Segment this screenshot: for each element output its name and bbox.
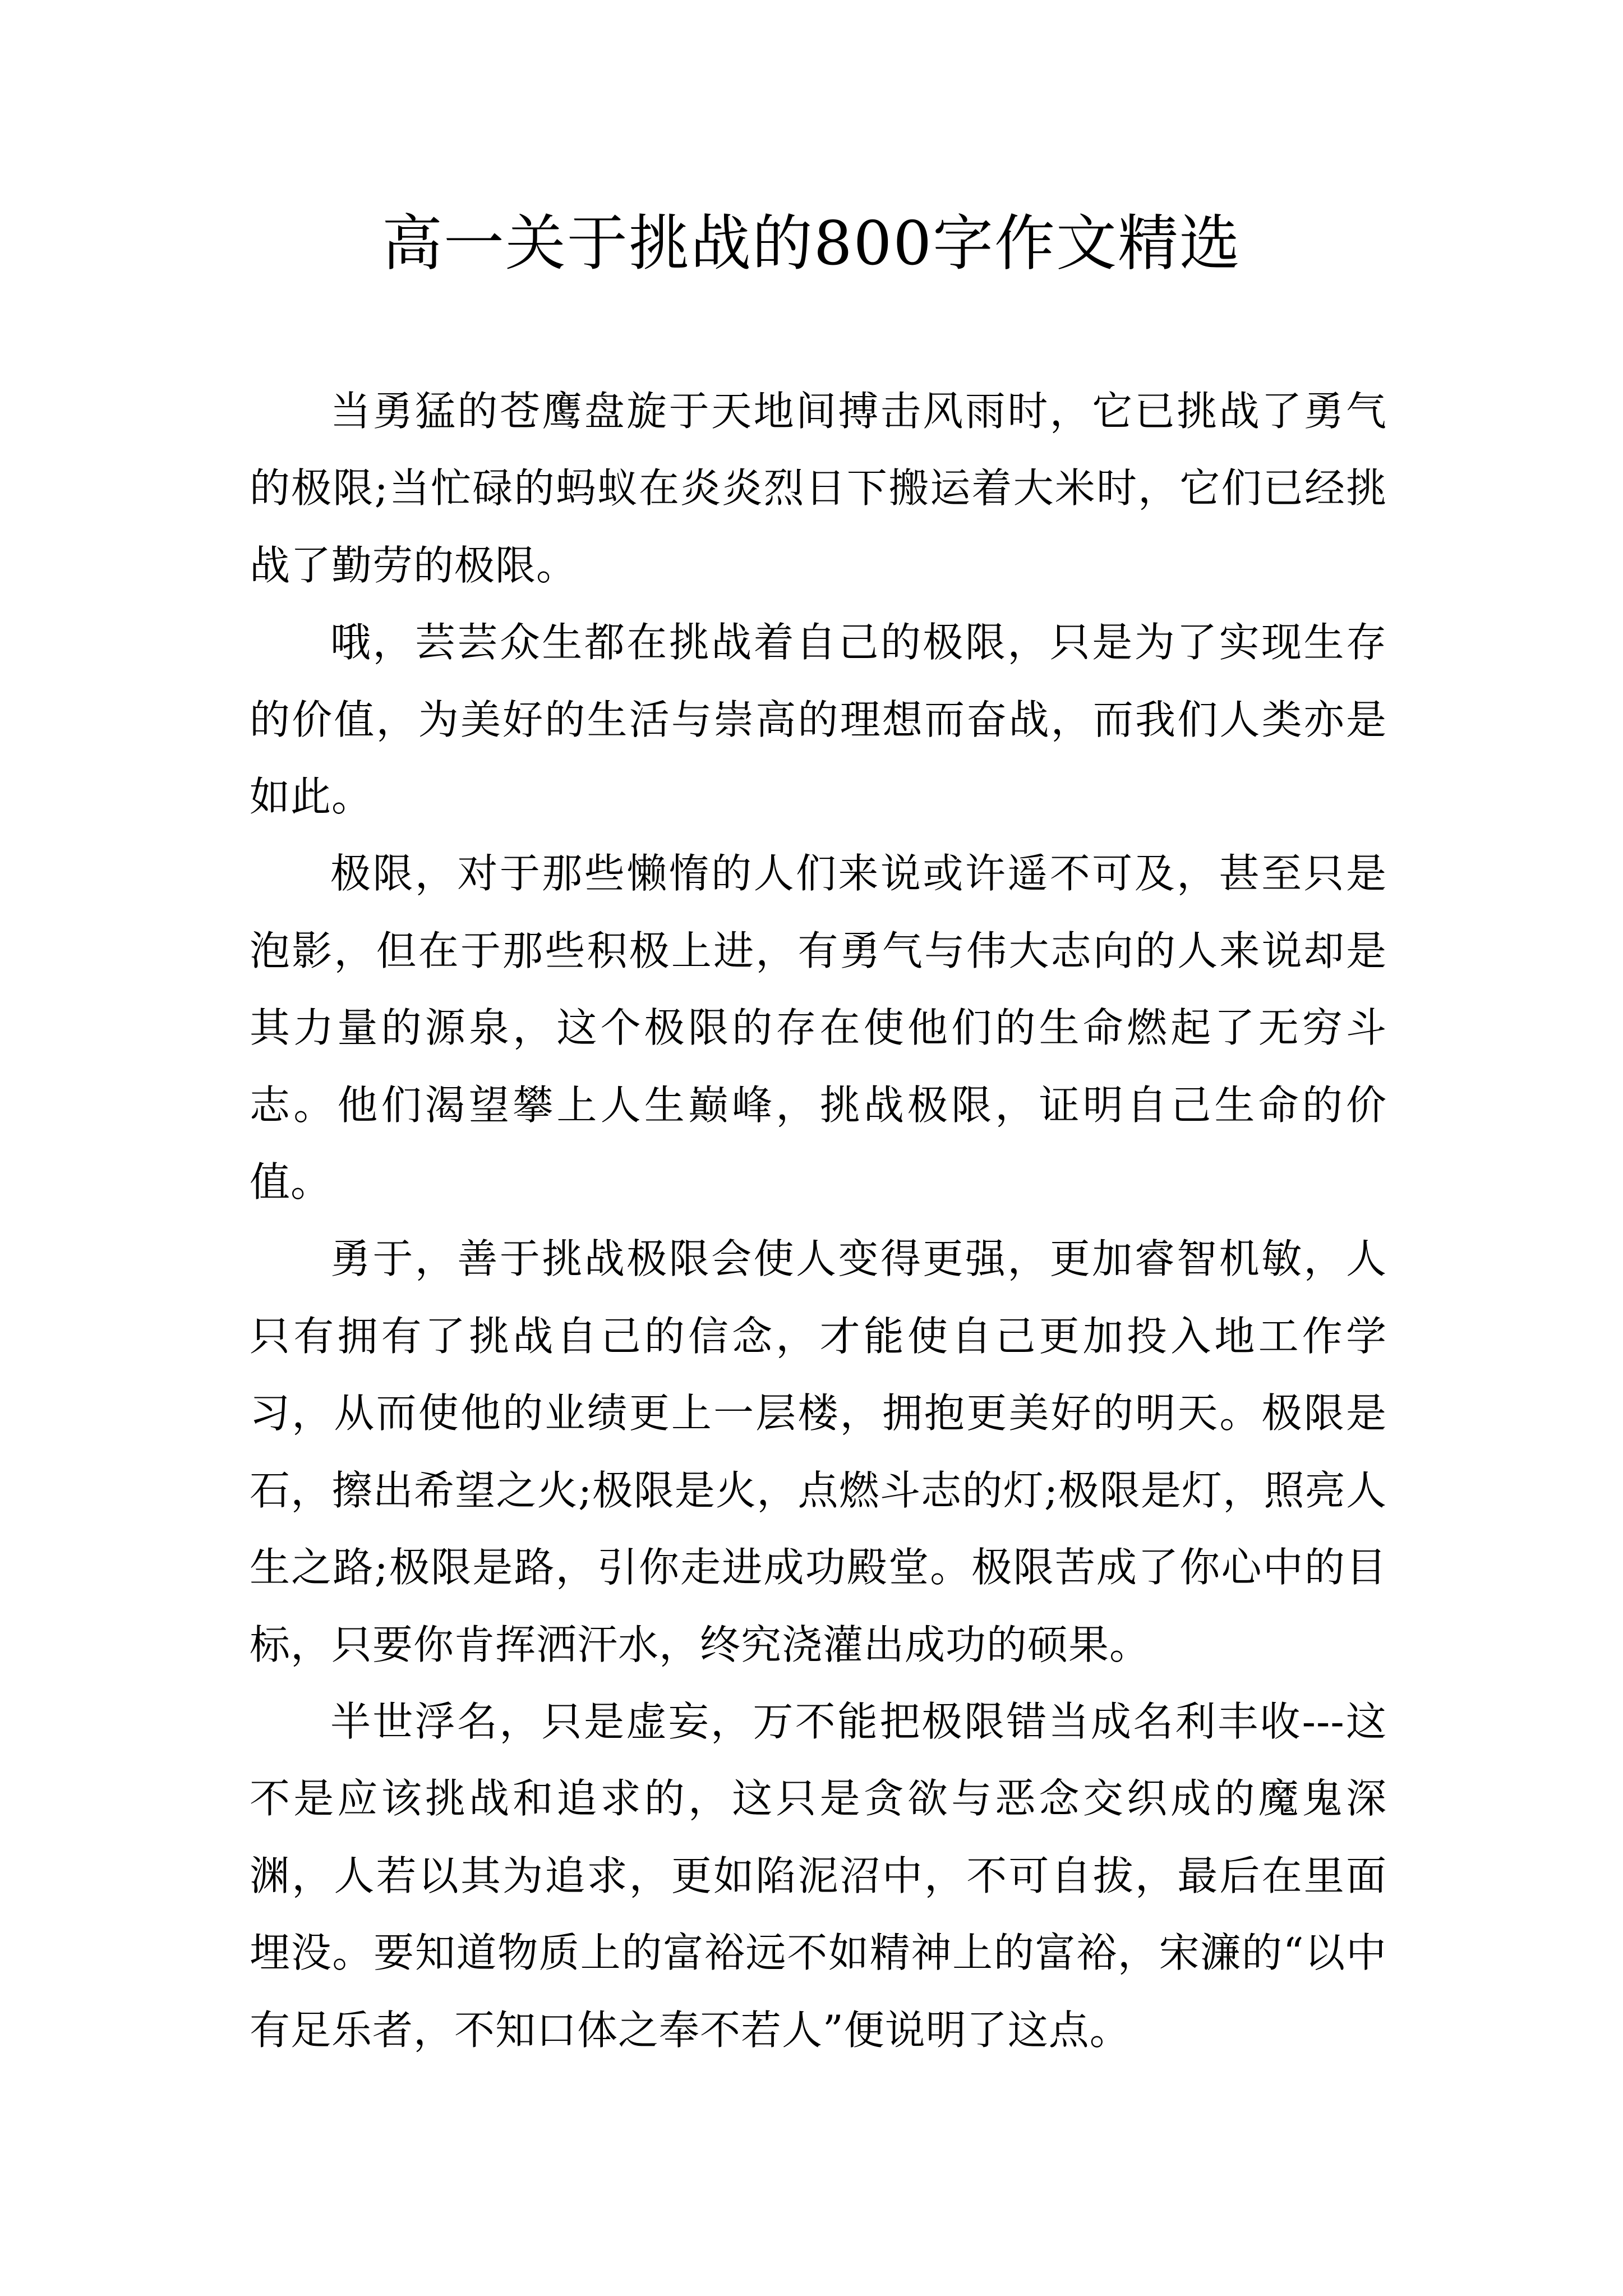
paragraph-1: 当勇猛的苍鹰盘旋于天地间搏击风雨时，它已挑战了勇气的极限;当忙碌的蚂蚁在炎炎烈日下搬运着大米时，它们已经挑战了勤劳的极限。 bbox=[250, 388, 1387, 589]
paragraph-2: 哦，芸芸众生都在挑战着自己的极限，只是为了实现生存的价值，为美好的生活与崇高的理想而奋战，而我们人类亦是如此。 bbox=[250, 619, 1387, 821]
paragraph-3: 极限，对于那些懒惰的人们来说或许遥不可及，甚至只是泡影，但在于那些积极上进，有勇气与伟大志向的人来说却是其力量的源泉，这个极限的存在使他们的生命燃起了无穷斗志。他们渴望攀上人生巅峰，挑战极限，证明自己生命的价值。 bbox=[250, 850, 1387, 1206]
document-body bbox=[250, 373, 1387, 2069]
document-title: 高一关于挑战的800字作文精选 bbox=[381, 209, 1242, 279]
paragraph-4: 勇于，善于挑战极限会使人变得更强，更加睿智机敏，人只有拥有了挑战自己的信念，才能使自己更加投入地工作学习，从而使他的业绩更上一层楼，拥抱更美好的明天。极限是石，擦出希望之火;极限是火，点燃斗志的灯;极限是灯，照亮人生之路;极限是路，引你走进成功殿堂。极限苦成了你心中的目标，只要你肯挥洒汗水，终究浇灌出成功的硕果。 bbox=[250, 1235, 1387, 1668]
paragraph-5: 半世浮名，只是虚妄，万不能把极限错当成名利丰收---这不是应该挑战和追求的，这只是贪欲与恶念交织成的魔鬼深渊，人若以其为追求，更如陷泥沼中，不可自拔，最后在里面埋没。要知道物质上的富裕远不如精神上的富裕，宋濂的“以中有足乐者，不知口体之奉不若人”便说明了这点。 bbox=[250, 1697, 1387, 2054]
